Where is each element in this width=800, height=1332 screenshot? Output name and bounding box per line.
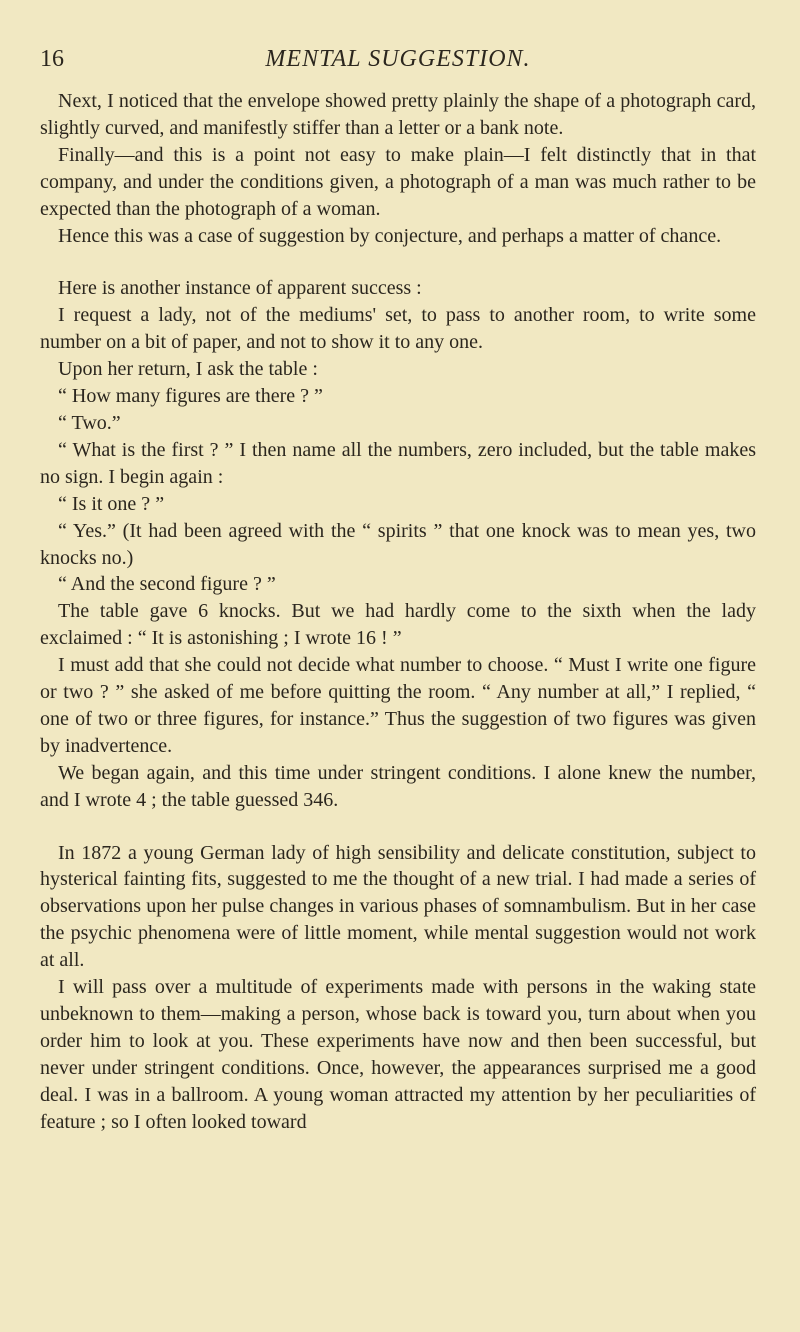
dialogue-line: “ Two.” [58,411,121,434]
dialogue-line: “ How many figures are there ? ” [58,385,323,408]
paragraph: Upon her return, I ask the table : [58,358,318,381]
paragraph: Finally—and this is a point not easy to make plain—I felt distinctly that in that company, and under the conditions given, a photograph of a man was much rather to be expected than the photograph of a woman. [40,143,756,220]
paragraph: I must add that she could not decide what number to choose. “ Must I write one figure or two ? ” she asked of me before quitting the room. “ Any number at all,” I replied, “ one of two or three figures, for instance.” Thus the suggestion of two figures was given by inadvertence. [40,654,756,757]
running-title: MENTAL SUGGESTION. [265,46,531,72]
section-gap [40,249,756,275]
dialogue-line: “ Is it one ? ” [58,492,165,515]
paragraph: I will pass over a multitude of experiments made with persons in the waking state unbeknown to them—making a person, whose back is toward you, turn about when you order him to look at you. These experiments have now and then been successful, but never under stringent conditions. Once, however, the appearances surprised me a good deal. I was in a ballroom. A young woman attracted my attention by her peculiarities of feature ; so I often looked toward [40,976,756,1133]
section-gap [40,814,756,840]
dialogue-line: “ What is the first ? ” I then name all the numbers, zero included, but the table makes no sign. I begin again : [40,438,756,488]
paragraph: We began again, and this time under stringent conditions. I alone knew the number, and I wrote 4 ; the table guessed 346. [40,761,756,811]
book-page [40,44,756,1136]
paragraph: The table gave 6 knocks. But we had hardly come to the sixth when the lady exclaimed : “ It is astonishing ; I wrote 16 ! ” [40,600,756,650]
page-header [40,44,756,80]
paragraph: I request a lady, not of the mediums' set, to pass to another room, to write some number on a bit of paper, and not to show it to any one. [40,304,756,354]
dialogue-line: “ Yes.” (It had been agreed with the “ spirits ” that one knock was to mean yes, two knocks no.) [40,519,756,569]
dialogue-line: “ And the second figure ? ” [58,573,276,596]
paragraph: Here is another instance of apparent success : [58,277,422,300]
paragraph: Hence this was a case of suggestion by conjecture, and perhaps a matter of chance. [58,224,722,247]
page-body [40,88,756,1136]
paragraph: Next, I noticed that the envelope showed pretty plainly the shape of a photograph card, slightly curved, and manifestly stiffer than a letter or a bank note. [40,90,756,139]
page-number: 16 [40,46,64,72]
paragraph: In 1872 a young German lady of high sensibility and delicate constitution, subject to hysterical fainting fits, suggested to me the thought of a new trial. I had made a series of observations upon her pulse changes in various phases of somnambulism. But in her case the psychic phenomena were of little moment, while mental suggestion would not work at all. [40,841,756,972]
